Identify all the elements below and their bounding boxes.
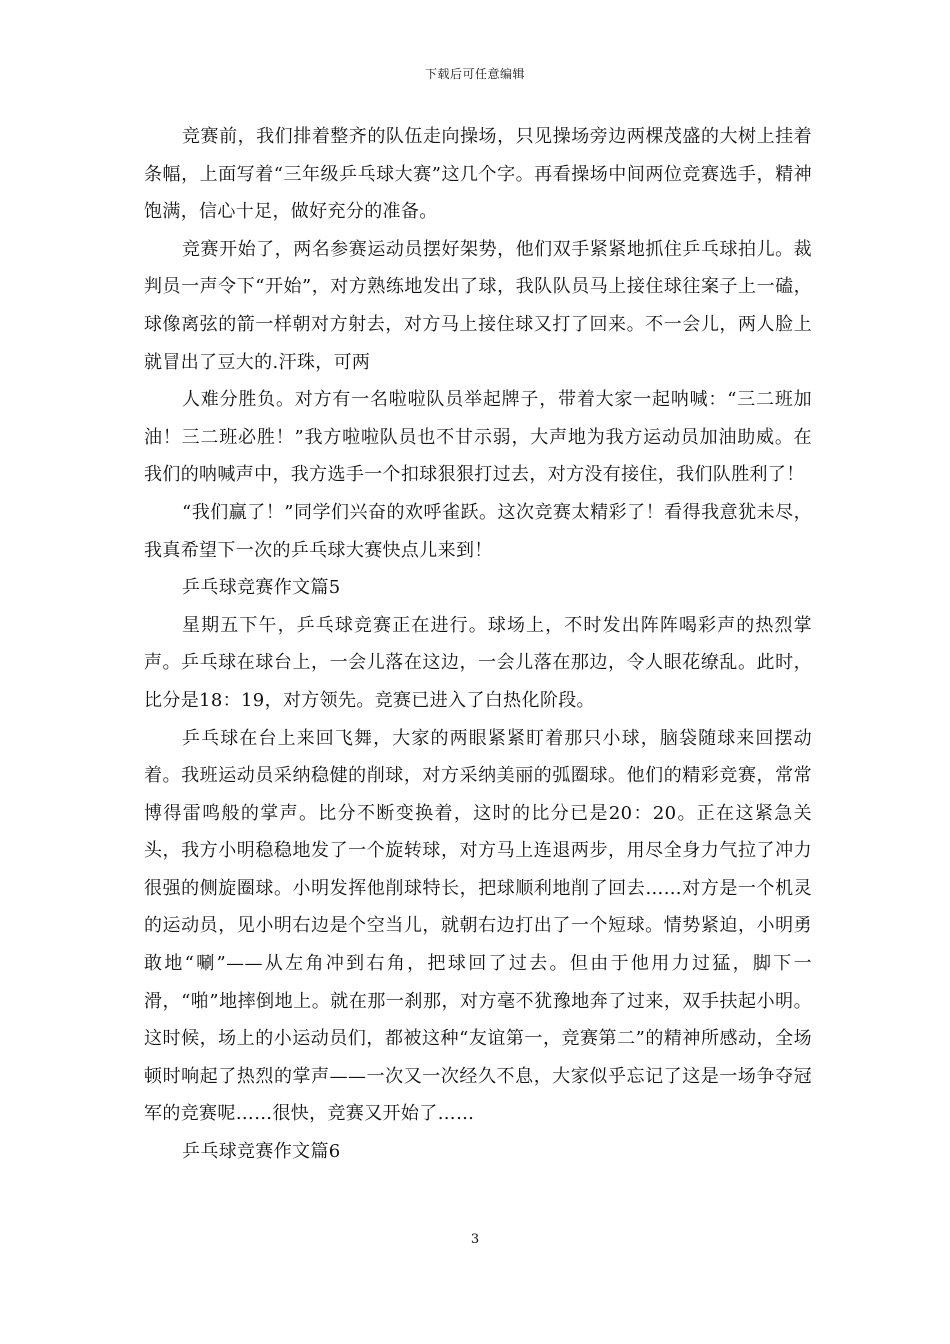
paragraph-rally: 乒乓球在台上来回飞舞，大家的两眼紧紧盯着那只小球，脑袋随球来回摆动着。我班运动员采纳稳健的削球，对方采纳美丽的弧圈球。他们的精彩竞赛，常常博得雷鸣般的掌声。比分不断变换着，这时的比分已是20：20。正在这紧急关头，我方小明稳稳地发了一个旋转球，对方马上连退两步，用尽全身力气拉了冲力很强的侧旋圈球。小明发挥他削球特长，把球顺利地削了回去……对方是一个机灵的运动员，见小明右边是个空当儿，就朝右边打出了一个短球。情势紧迫，小明勇敢地“唰”——从左角冲到右角，把球回了过去。但由于他用力过猛，脚下一滑，“啪”地摔倒地上。就在那一刹那，对方毫不犹豫地奔了过来，双手扶起小明。这时候，场上的小运动员们，都被这种“友谊第一，竞赛第二”的精神所感动，全场顿时响起了热烈的掌声——一次又一次经久不息，大家似乎忘记了这是一场争夺冠军的竞赛呢……很快，竞赛又开始了…… <box>144 727 812 1125</box>
paragraph-cheering: 人难分胜负。对方有一名啦啦队员举起牌子，带着大家一起呐喊：“三二班加油！三二班必胜！”我方啦啦队员也不甘示弱，大声地为我方运动员加油助威。在我们的呐喊声中，我方选手一个扣球狠狠打过去，对方没有接住，我们队胜利了！ <box>144 389 812 486</box>
paragraph-match-start: 竞赛开始了，两名参赛运动员摆好架势，他们双手紧紧地抓住乒乓球拍儿。裁判员一声令下“开始”，对方熟练地发出了球，我队队员马上接住球往案子上一磕，球像离弦的箭一样朝对方射去，对方马上接住球又打了回来。不一会儿，两人脸上就冒出了豆大的.汗珠，可两 <box>144 238 812 373</box>
paragraph-before-match: 竞赛前，我们排着整齐的队伍走向操场，只见操场旁边两棵茂盛的大树上挂着条幅，上面写着“三年级乒乓球大赛”这几个字。再看操场中间两位竞赛选手，精神饱满，信心十足，做好充分的准备。 <box>144 126 812 223</box>
document-body <box>144 118 812 1171</box>
essay-heading-5: 乒乓球竞赛作文篇5 <box>182 577 341 599</box>
essay-heading-6: 乒乓球竞赛作文篇6 <box>182 1141 341 1163</box>
page-number: 3 <box>470 1232 480 1247</box>
paragraph-victory: “我们赢了！”同学们兴奋的欢呼雀跃。这次竞赛太精彩了！看得我意犹未尽，我真希望下一次的乒乓球大赛快点儿来到！ <box>144 501 812 561</box>
paragraph-friday-match: 星期五下午，乒乓球竞赛正在进行。球场上，不时发出阵阵喝彩声的热烈掌声。乒乓球在球台上，一会儿落在这边，一会儿落在那边，令人眼花缭乱。此时，比分是18：19，对方领先。竞赛已进入了白热化阶段。 <box>144 614 812 711</box>
page-header: 下载后可任意编辑 <box>424 67 525 81</box>
